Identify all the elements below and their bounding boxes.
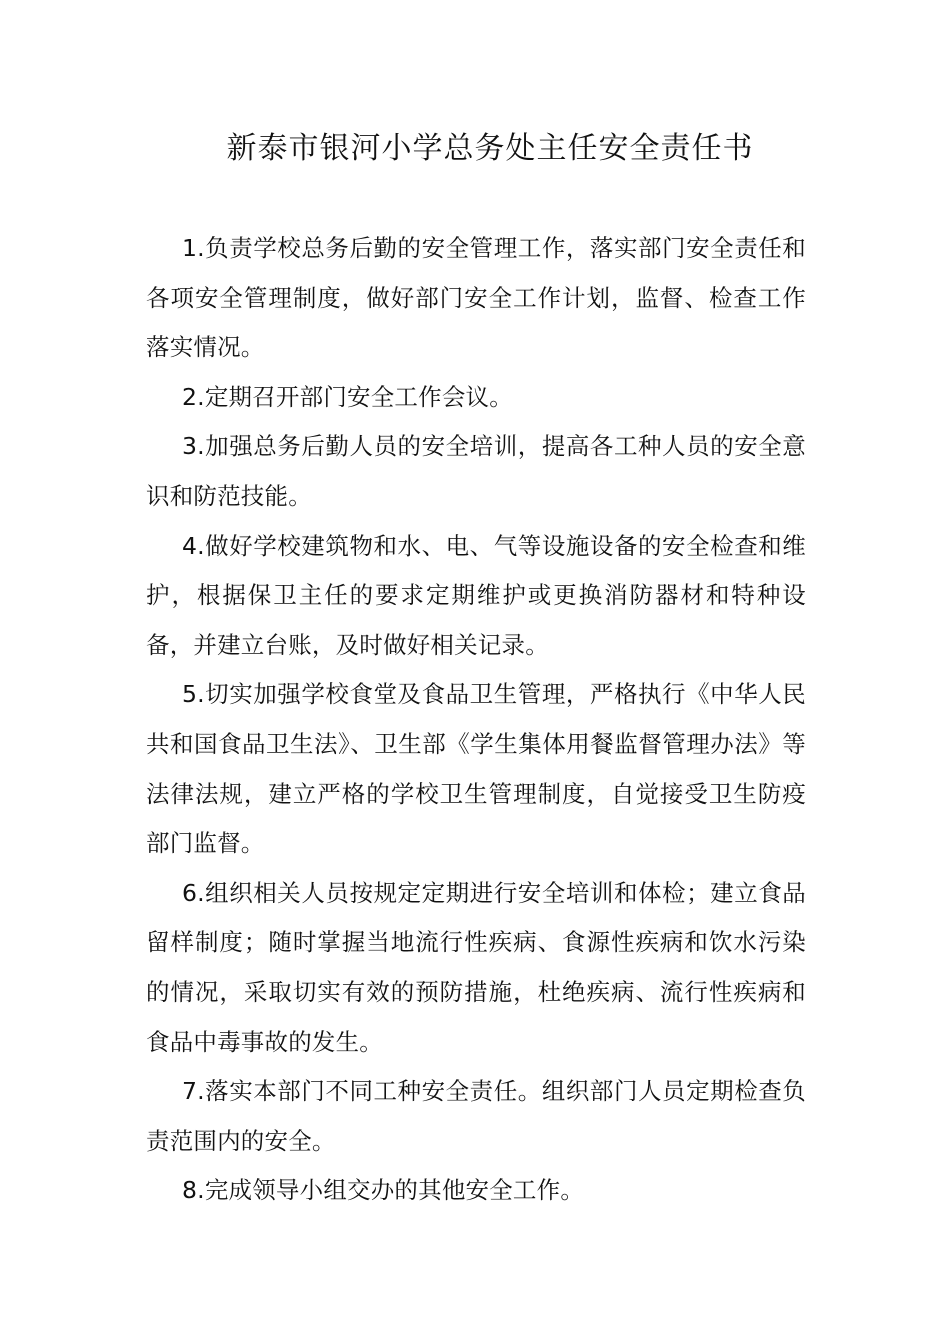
paragraph-3: 3.加强总务后勤人员的安全培训，提高各工种人员的安全意识和防范技能。 xyxy=(146,432,806,510)
paragraph-5: 5.切实加强学校食堂及食品卫生管理，严格执行《中华人民共和国食品卫生法》、卫生部《学生集体用餐监督管理办法》等法律法规，建立严格的学校卫生管理制度，自觉接受卫生防疫部门监督。 xyxy=(146,680,806,858)
paragraph-2: 2.定期召开部门安全工作会议。 xyxy=(182,382,513,411)
document-body xyxy=(146,224,806,1216)
paragraph-1: 1.负责学校总务后勤的安全管理工作，落实部门安全责任和各项安全管理制度，做好部门安全工作计划，监督、检查工作落实情况。 xyxy=(146,234,806,362)
paragraph-6: 6.组织相关人员按规定定期进行安全培训和体检；建立食品留样制度；随时掌握当地流行性疾病、食源性疾病和饮水污染的情况，采取切实有效的预防措施，杜绝疾病、流行性疾病和食品中毒事故的发生。 xyxy=(146,878,806,1056)
paragraph-8: 8.完成领导小组交办的其他安全工作。 xyxy=(182,1176,585,1205)
document-title: 新泰市银河小学总务处主任安全责任书 xyxy=(226,131,754,166)
paragraph-4: 4.做好学校建筑物和水、电、气等设施设备的安全检查和维护，根据保卫主任的要求定期维护或更换消防器材和特种设备，并建立台账，及时做好相关记录。 xyxy=(146,531,806,659)
paragraph-7: 7.落实本部门不同工种安全责任。组织部门人员定期检查负责范围内的安全。 xyxy=(146,1077,806,1155)
